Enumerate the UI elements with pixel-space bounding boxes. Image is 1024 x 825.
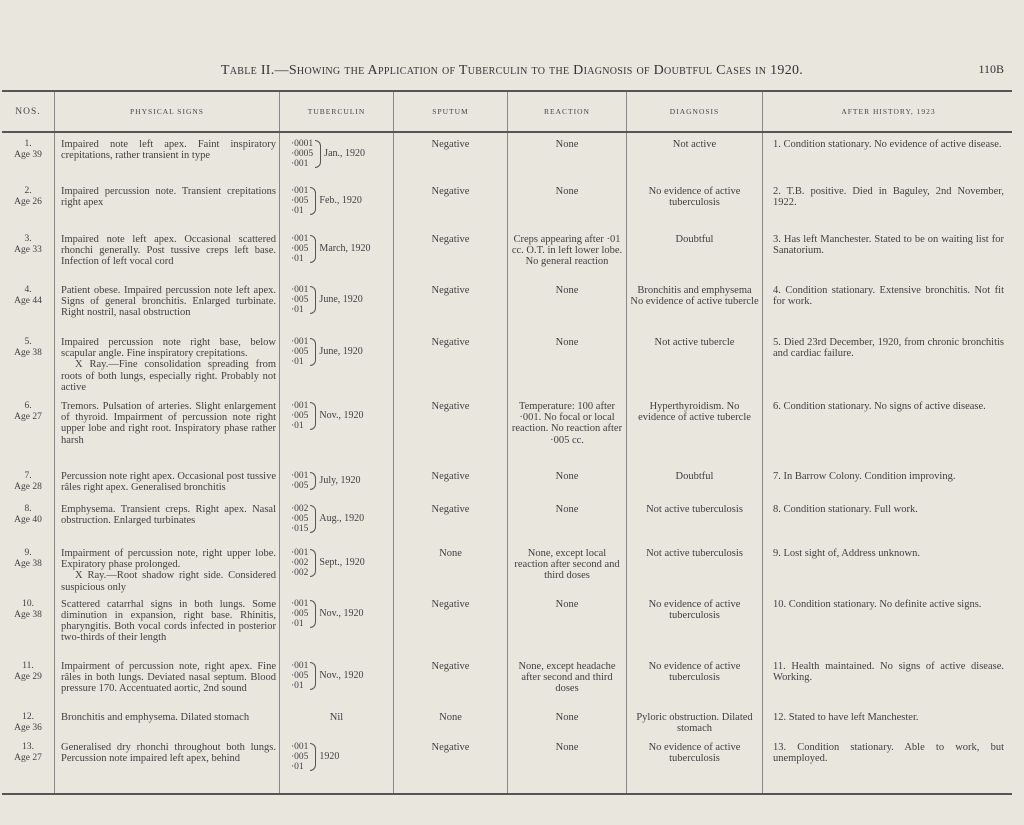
- dose-list: [291, 285, 308, 315]
- case-number-cell: [2, 331, 55, 395]
- reaction-text: Creps appearing after ·01 cc. O.T. in left lower lobe. No general reaction: [511, 234, 623, 268]
- case-number: 2.: [24, 186, 32, 196]
- diagnosis-text: Bronchitis and emphysema No evidence of active tubercle: [630, 285, 759, 308]
- tuberculin-doses-group: [283, 742, 390, 772]
- brace-mark: [310, 235, 316, 263]
- physical-signs-text: Tremors. Pulsation of arteries. Slight enlargement of thyroid. Impairment of percussion note right upper lobe and right root. Inspiratory phase rather harsh: [61, 401, 276, 446]
- header-reaction: REACTION: [508, 91, 627, 132]
- reaction-cell: [508, 655, 627, 706]
- after-history-cell: [763, 736, 1013, 794]
- diagnosis-cell: [627, 331, 763, 395]
- physical-signs-cell: [55, 465, 280, 498]
- test-date: June, 1920: [319, 293, 363, 305]
- dose-value: ·002: [291, 504, 309, 514]
- sputum-result: Negative: [431, 660, 470, 672]
- tuberculin-doses-group: [283, 599, 390, 629]
- dose-value: ·001: [291, 401, 309, 411]
- case-number-cell: [2, 736, 55, 794]
- diagnosis-cell: [627, 655, 763, 706]
- tuberculin-doses-group: [283, 661, 390, 691]
- test-date: Nov., 1920: [319, 409, 364, 421]
- reaction-cell: [508, 180, 627, 228]
- physical-signs-text: Impaired percussion note. Transient crepitations right apex: [61, 186, 276, 209]
- reaction-cell: [508, 228, 627, 279]
- case-number-cell: [2, 228, 55, 279]
- physical-signs-text: Bronchitis and emphysema. Dilated stomach: [61, 711, 250, 723]
- table-row: [2, 132, 1012, 180]
- case-number-cell: [2, 132, 55, 180]
- dose-value: ·01: [291, 618, 304, 629]
- sputum-result: Negative: [431, 741, 470, 753]
- reaction-text: None: [555, 139, 579, 150]
- diagnosis-cell: [627, 279, 763, 331]
- after-history-cell: [763, 706, 1013, 736]
- physical-signs-cell: [55, 593, 280, 655]
- reaction-cell: [508, 331, 627, 395]
- physical-signs-text: Scattered catarrhal signs in both lungs. Some diminution in expansion, right base. Rhinitis, pharyngitis. Both vocal cords infected in posterior two-thirds of their length: [61, 598, 276, 644]
- case-number-cell: [2, 395, 55, 465]
- sputum-result: Negative: [431, 285, 470, 296]
- header-physical-signs: PHYSICAL SIGNS: [55, 91, 280, 132]
- case-age: Age 26: [14, 197, 42, 207]
- dose-list: [291, 742, 308, 772]
- reaction-text: None: [555, 285, 579, 296]
- physical-signs-text: Impaired note left apex. Faint inspiratory crepitations, rather transient in type: [61, 139, 276, 162]
- tuberculin-cell: [280, 395, 394, 465]
- dose-value: ·001: [291, 741, 309, 752]
- case-number-cell: [2, 279, 55, 331]
- case-age: Age 33: [14, 245, 42, 255]
- tuberculin-doses-group: [283, 401, 390, 431]
- reaction-text: None: [555, 598, 579, 610]
- sputum-result: None: [439, 548, 462, 559]
- brace-mark: [310, 505, 316, 533]
- physical-signs-cell: [55, 228, 280, 279]
- after-history-cell: [763, 132, 1013, 180]
- brace-mark: [310, 402, 316, 430]
- reaction-cell: [508, 132, 627, 180]
- sputum-cell: [394, 706, 508, 736]
- physical-signs-text: Percussion note right apex. Occasional post tussive râles right apex. Generalised bronchitis: [61, 471, 276, 494]
- dose-value: ·01: [291, 254, 304, 264]
- tuberculin-cell: [280, 180, 394, 228]
- case-number: 8.: [24, 504, 32, 514]
- table-row: [2, 498, 1012, 542]
- dose-value: ·01: [291, 206, 304, 216]
- physical-signs-cell: [55, 706, 280, 736]
- header-after-history: AFTER HISTORY, 1923: [763, 91, 1013, 132]
- case-age: Age 27: [14, 412, 42, 422]
- case-number: 9.: [24, 548, 32, 558]
- reaction-text: None: [555, 504, 579, 515]
- tuberculin-doses-group: [283, 471, 390, 491]
- diagnosis-text: Not active tubercle: [654, 337, 735, 348]
- brace-mark: [310, 187, 316, 215]
- reaction-text: Temperature: 100 after ·001. No focal or local reaction. No reaction after ·005 cc.: [511, 401, 623, 446]
- table-body: [2, 132, 1012, 794]
- case-age: Age 44: [14, 296, 42, 306]
- brace-mark: [310, 338, 316, 366]
- reaction-cell: [508, 498, 627, 542]
- diagnosis-cell: [627, 395, 763, 465]
- dose-value: ·001: [291, 186, 309, 196]
- sputum-result: Negative: [431, 504, 470, 515]
- tuberculin-cell: [280, 542, 394, 593]
- dose-value: ·001: [291, 234, 309, 244]
- test-date: Nov., 1920: [319, 669, 364, 681]
- diagnosis-cell: [627, 180, 763, 228]
- tuberculin-doses-group: [283, 548, 390, 578]
- reaction-text: None, except local reaction after second and third doses: [514, 548, 620, 582]
- tuberculin-cell: [280, 228, 394, 279]
- diagnosis-text: Doubtful: [675, 471, 714, 482]
- diagnosis-cell: [627, 542, 763, 593]
- test-date: July, 1920: [319, 474, 361, 486]
- case-age: Age 36: [14, 722, 42, 733]
- sputum-cell: [394, 180, 508, 228]
- diagnosis-cell: [627, 706, 763, 736]
- after-history-cell: [763, 228, 1013, 279]
- sputum-result: None: [439, 711, 462, 723]
- test-date: June, 1920: [319, 345, 363, 357]
- after-history-text: 4. Condition stationary. Extensive bronchitis. Not fit for work.: [773, 285, 1004, 308]
- dose-list: [291, 504, 308, 534]
- physical-signs-text: Impairment of percussion note, right upper lobe. Expiratory phase prolonged.: [61, 548, 276, 571]
- sputum-cell: [394, 132, 508, 180]
- table-row: [2, 655, 1012, 706]
- case-number: 6.: [24, 401, 32, 411]
- case-number: 3.: [24, 234, 32, 244]
- dose-value: ·002: [291, 558, 309, 568]
- dose-list: [291, 234, 308, 264]
- test-date: 1920: [319, 750, 340, 762]
- case-number: 12.: [22, 711, 34, 722]
- dose-value: ·01: [291, 421, 304, 431]
- sputum-result: Negative: [431, 186, 470, 197]
- header-sputum: SPUTUM: [394, 91, 508, 132]
- test-date: Nov., 1920: [319, 607, 364, 619]
- diagnosis-cell: [627, 228, 763, 279]
- tuberculin-doses-group: [283, 337, 390, 367]
- reaction-cell: [508, 736, 627, 794]
- case-number: 10.: [22, 598, 34, 609]
- physical-signs-text: Emphysema. Transient creps. Right apex. Nasal obstruction. Enlarged turbinates: [61, 504, 276, 527]
- dose-value: ·005: [291, 196, 309, 206]
- after-history-text: 2. T.B. positive. Died in Baguley, 2nd November, 1922.: [773, 186, 1004, 209]
- dose-value: ·001: [291, 337, 309, 347]
- diagnosis-text: Hyperthyroidism. No evidence of active tubercle: [638, 401, 751, 424]
- physical-signs-text: Impaired note left apex. Occasional scattered rhonchi generally. Post tussive creps left base. Infection of left vocal cord: [61, 234, 276, 268]
- diagnosis-text: No evidence of active tuberculosis: [648, 741, 741, 765]
- physical-signs-cell: [55, 279, 280, 331]
- case-age: Age 38: [14, 559, 42, 569]
- dose-value: ·005: [291, 295, 309, 305]
- table-row: [2, 331, 1012, 395]
- after-history-text: 8. Condition stationary. Full work.: [773, 504, 918, 515]
- after-history-cell: [763, 331, 1013, 395]
- table-row: [2, 542, 1012, 593]
- case-number: 5.: [24, 337, 32, 347]
- dose-value: ·0001: [291, 139, 314, 149]
- reaction-text: None: [555, 741, 579, 753]
- dose-list: [291, 186, 308, 216]
- case-number-cell: [2, 542, 55, 593]
- case-number: 1.: [24, 139, 32, 149]
- after-history-cell: [763, 465, 1013, 498]
- test-date: Aug., 1920: [319, 512, 365, 524]
- reaction-text: None: [555, 711, 579, 723]
- sputum-cell: [394, 593, 508, 655]
- tuberculin-doses-group: [283, 139, 390, 169]
- sputum-cell: [394, 395, 508, 465]
- tuberculin-cell: [280, 498, 394, 542]
- table-row: [2, 180, 1012, 228]
- dose-value: ·01: [291, 761, 304, 772]
- reaction-text: None: [555, 186, 579, 197]
- diagnosis-cell: [627, 132, 763, 180]
- dose-list: [291, 139, 313, 169]
- tuberculin-cell: [280, 279, 394, 331]
- sputum-result: Negative: [431, 401, 470, 412]
- physical-signs-text: Generalised dry rhonchi throughout both lungs. Percussion note impaired left apex, behind: [61, 741, 276, 765]
- case-number-cell: [2, 655, 55, 706]
- case-number: 4.: [24, 285, 32, 295]
- table-row: [2, 228, 1012, 279]
- table-row: [2, 395, 1012, 465]
- dose-value: ·015: [291, 524, 309, 534]
- tuberculin-doses-group: [283, 504, 390, 534]
- tuberculin-cell: [280, 132, 394, 180]
- tuberculin-doses-group: [283, 285, 390, 315]
- test-date: Jan., 1920: [324, 147, 366, 159]
- diagnosis-cell: [627, 465, 763, 498]
- sputum-cell: [394, 655, 508, 706]
- after-history-cell: [763, 279, 1013, 331]
- dose-value: ·005: [291, 751, 309, 762]
- reaction-cell: [508, 542, 627, 593]
- dose-value: ·005: [291, 514, 309, 524]
- after-history-text: 13. Condition stationary. Able to work, but unemployed.: [773, 741, 1004, 765]
- after-history-cell: [763, 655, 1013, 706]
- case-number-cell: [2, 706, 55, 736]
- brace-mark: [310, 472, 316, 490]
- dose-value: ·0005: [291, 149, 314, 159]
- physical-signs-cell: [55, 395, 280, 465]
- table-row: [2, 465, 1012, 498]
- case-number: 7.: [24, 471, 32, 481]
- dose-list: [291, 548, 308, 578]
- physical-signs-cell: [55, 132, 280, 180]
- after-history-text: 5. Died 23rd December, 1920, from chronic bronchitis and cardiac failure.: [773, 337, 1004, 360]
- dose-value: ·001: [291, 471, 309, 481]
- after-history-text: 7. In Barrow Colony. Condition improving.: [773, 471, 956, 482]
- xray-note: X Ray.—Root shadow right side. Considered suspicious only: [61, 570, 276, 593]
- dose-value: ·001: [291, 159, 309, 169]
- physical-signs-text: Impaired percussion note right base, below scapular angle. Fine inspiratory crepitations.: [61, 337, 276, 360]
- tuberculin-cell: [280, 736, 394, 794]
- after-history-text: 6. Condition stationary. No signs of active disease.: [773, 401, 986, 412]
- after-history-text: 1. Condition stationary. No evidence of active disease.: [773, 139, 1002, 150]
- after-history-cell: [763, 498, 1013, 542]
- xray-note: X Ray.—Fine consolidation spreading from roots of both lungs, especially right. Probably not active: [61, 359, 276, 393]
- table-title-prefix: Table II.: [220, 63, 275, 78]
- physical-signs-text: Patient obese. Impaired percussion note left apex. Signs of general bronchitis. Enlarged turbinate. Right nostril, nasal obstruction: [61, 285, 276, 319]
- diagnosis-text: Not active tuberculosis: [646, 548, 743, 559]
- dose-value: ·005: [291, 411, 309, 421]
- diagnosis-text: No evidence of active tuberculosis: [648, 660, 741, 684]
- diagnosis-text: Not active tuberculosis: [646, 504, 743, 515]
- brace-mark: [310, 662, 316, 690]
- dose-value: ·01: [291, 680, 304, 691]
- case-number-cell: [2, 593, 55, 655]
- sputum-cell: [394, 498, 508, 542]
- physical-signs-cell: [55, 498, 280, 542]
- sputum-cell: [394, 228, 508, 279]
- case-age: Age 27: [14, 752, 42, 763]
- table-row: [2, 736, 1012, 794]
- dose-value: ·005: [291, 347, 309, 357]
- brace-mark: [310, 743, 316, 771]
- dose-value: ·005: [291, 481, 309, 491]
- diagnosis-cell: [627, 736, 763, 794]
- header-nos: NOS.: [2, 91, 55, 132]
- diagnosis-text: Not active: [672, 139, 717, 150]
- dose-value: ·001: [291, 548, 309, 558]
- reaction-text: None: [555, 471, 579, 482]
- table-row: [2, 593, 1012, 655]
- dose-value: ·001: [291, 285, 309, 295]
- case-age: Age 29: [14, 671, 42, 682]
- dose-value: ·005: [291, 608, 309, 619]
- sputum-cell: [394, 279, 508, 331]
- after-history-text: 10. Condition stationary. No definite active signs.: [773, 598, 982, 610]
- after-history-text: 12. Stated to have left Manchester.: [773, 711, 919, 723]
- sputum-cell: [394, 465, 508, 498]
- page-number: 110B: [978, 62, 1004, 76]
- dose-value: ·005: [291, 244, 309, 254]
- physical-signs-cell: [55, 180, 280, 228]
- tuberculin-cell: [280, 655, 394, 706]
- physical-signs-cell: [55, 542, 280, 593]
- diagnosis-text: Doubtful: [675, 234, 714, 245]
- reaction-text: None: [555, 337, 579, 348]
- sputum-result: Negative: [431, 598, 470, 610]
- tuberculin-table: [2, 90, 1012, 795]
- diagnosis-text: Pyloric obstruction. Dilated stomach: [636, 711, 753, 735]
- dose-list: [291, 401, 308, 431]
- header-row: [2, 91, 1012, 132]
- table-row: [2, 706, 1012, 736]
- sputum-result: Negative: [431, 139, 470, 150]
- dose-value: ·002: [291, 568, 309, 578]
- case-age: Age 38: [14, 609, 42, 620]
- diagnosis-text: No evidence of active tuberculosis: [648, 598, 741, 622]
- diagnosis-cell: [627, 593, 763, 655]
- case-age: Age 28: [14, 482, 42, 492]
- table-title: [0, 62, 1024, 79]
- reaction-cell: [508, 465, 627, 498]
- reaction-cell: [508, 706, 627, 736]
- dose-value: ·005: [291, 670, 309, 681]
- case-age: Age 40: [14, 515, 42, 525]
- reaction-cell: [508, 593, 627, 655]
- diagnosis-text: No evidence of active tuberculosis: [648, 186, 741, 209]
- dose-list: [291, 471, 308, 491]
- physical-signs-cell: [55, 655, 280, 706]
- tuberculin-cell: [280, 331, 394, 395]
- dose-list: [291, 661, 308, 691]
- tuberculin-doses-group: [283, 186, 390, 216]
- sputum-result: Negative: [431, 234, 470, 245]
- sputum-cell: [394, 331, 508, 395]
- case-age: Age 38: [14, 348, 42, 358]
- after-history-text: 9. Lost sight of, Address unknown.: [773, 548, 920, 559]
- after-history-cell: [763, 180, 1013, 228]
- case-number-cell: [2, 465, 55, 498]
- case-number-cell: [2, 498, 55, 542]
- diagnosis-cell: [627, 498, 763, 542]
- test-date: March, 1920: [319, 242, 371, 254]
- physical-signs-cell: [55, 331, 280, 395]
- test-date: Sept., 1920: [319, 556, 365, 568]
- tuberculin-cell: [280, 465, 394, 498]
- table-title-text: —Showing the Application of Tuberculin to the Diagnosis of Doubtful Cases in 1920.: [274, 63, 804, 78]
- sputum-cell: [394, 736, 508, 794]
- case-number: 11.: [22, 660, 34, 671]
- after-history-cell: [763, 593, 1013, 655]
- reaction-cell: [508, 395, 627, 465]
- dose-list: [291, 599, 308, 629]
- sputum-cell: [394, 542, 508, 593]
- header-tuberculin: TUBERCULIN: [280, 91, 394, 132]
- table-row: [2, 279, 1012, 331]
- case-number-cell: [2, 180, 55, 228]
- after-history-cell: [763, 542, 1013, 593]
- dose-list: [291, 337, 308, 367]
- brace-mark: [310, 549, 316, 577]
- header-diagnosis: DIAGNOSIS: [627, 91, 763, 132]
- tuberculin-cell: [280, 706, 394, 736]
- physical-signs-text: Impairment of percussion note, right apex. Fine râles in both lungs. Deviated nasal septum. Blood pressure 170. Accentuated aortic, 2nd sound: [61, 660, 276, 695]
- brace-mark: [310, 600, 316, 628]
- dose-value: ·001: [291, 660, 309, 671]
- tuberculin-text: Nil: [329, 711, 344, 723]
- sputum-result: Negative: [431, 471, 470, 482]
- brace-mark: [315, 140, 321, 168]
- dose-value: ·01: [291, 357, 304, 367]
- after-history-text: 11. Health maintained. No signs of active disease. Working.: [773, 660, 1004, 684]
- after-history-cell: [763, 395, 1013, 465]
- case-number: 13.: [22, 741, 34, 752]
- dose-value: ·01: [291, 305, 304, 315]
- reaction-cell: [508, 279, 627, 331]
- after-history-text: 3. Has left Manchester. Stated to be on waiting list for Sanatorium.: [773, 234, 1004, 257]
- physical-signs-cell: [55, 736, 280, 794]
- brace-mark: [310, 286, 316, 314]
- test-date: Feb., 1920: [319, 194, 362, 206]
- case-age: Age 39: [14, 150, 42, 160]
- tuberculin-cell: [280, 593, 394, 655]
- dose-value: ·001: [291, 598, 309, 609]
- tuberculin-doses-group: [283, 234, 390, 264]
- reaction-text: None, except headache after second and third doses: [518, 660, 616, 695]
- sputum-result: Negative: [431, 337, 470, 348]
